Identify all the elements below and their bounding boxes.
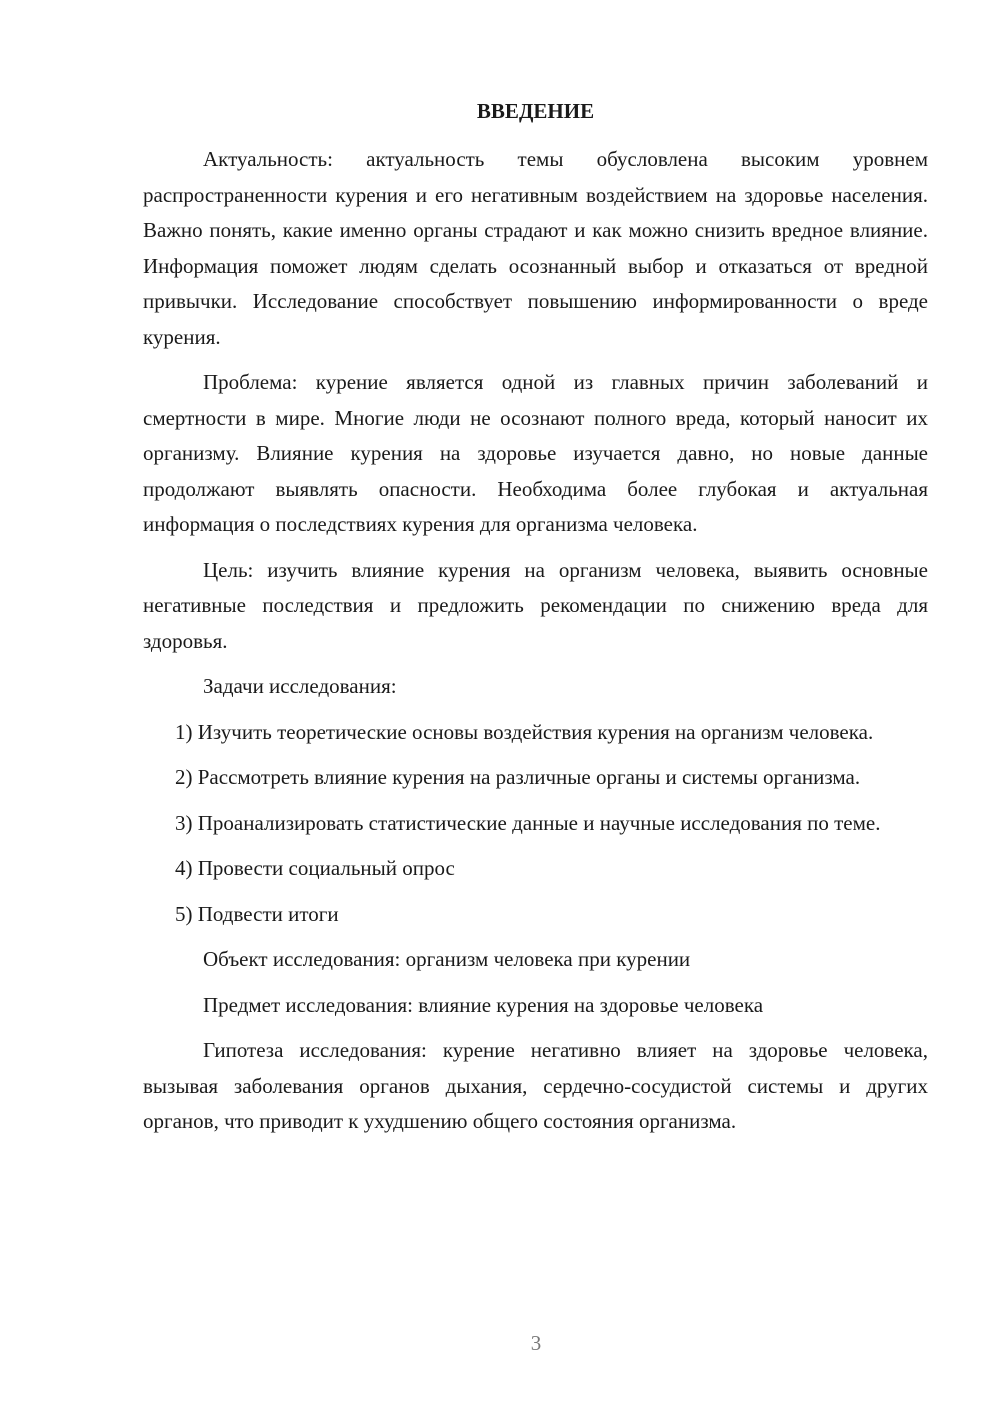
task-item: 4) Провести социальный опрос bbox=[175, 856, 455, 880]
relevance-paragraph: Актуальность: актуальность темы обусловлена высоким уровнем распространенности курения и его негативным воздействием на здоровье населения. Важно понять, какие именно органы страдают и как можно снизить вредное влияние. Информация поможет людям сделать осознанный выбор и отказаться от вредной привычки. Исследование способствует повышению информированности о вреде курения. bbox=[143, 147, 928, 349]
problem-paragraph: Проблема: курение является одной из главных причин заболеваний и смертности в мире. Многие люди не осознают полного вреда, который наносит их организму. Влияние курения на здоровье изучается давно, но новые данные продолжают выявлять опасности. Необходима более глубокая и актуальная информация о последствиях курения для организма человека. bbox=[143, 370, 928, 536]
task-item: 2) Рассмотреть влияние курения на различные органы и системы организма. bbox=[175, 765, 861, 789]
hypothesis-paragraph: Гипотеза исследования: курение негативно влияет на здоровье человека, вызывая заболевания органов дыхания, сердечно-сосудистой системы и других органов, что приводит к ухудшению общего состояния организма. bbox=[143, 1038, 928, 1133]
task-item: 5) Подвести итоги bbox=[175, 901, 339, 926]
tasks-heading: Задачи исследования: bbox=[203, 674, 397, 698]
document-page bbox=[143, 96, 928, 1150]
goal-paragraph: Цель: изучить влияние курения на организм человека, выявить основные негативные последствия и предложить рекомендации по снижению вреда для здоровья. bbox=[143, 557, 928, 653]
task-item: 3) Проанализировать статистические данные и научные исследования по теме. bbox=[175, 810, 881, 835]
research-object: Объект исследования: организм человека при курении bbox=[203, 947, 691, 971]
research-subject: Предмет исследования: влияние курения на здоровье человека bbox=[203, 992, 764, 1017]
task-item: 1) Изучить теоретические основы воздействия курения на организм человека. bbox=[175, 719, 874, 744]
section-title: ВВЕДЕНИЕ bbox=[476, 99, 595, 123]
page-number: 3 bbox=[530, 1331, 542, 1355]
